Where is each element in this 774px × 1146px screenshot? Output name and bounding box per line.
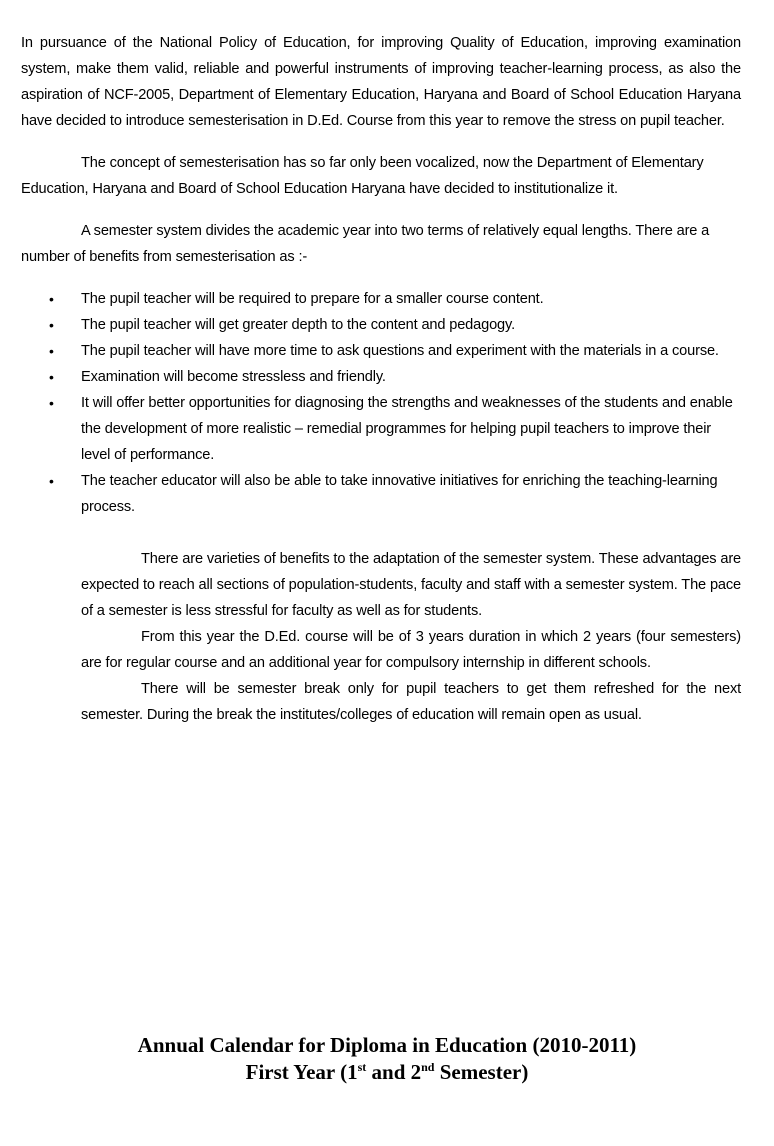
ordinal-suffix: nd — [421, 1060, 435, 1074]
bullet-icon: • — [49, 473, 54, 489]
intro-paragraph: In pursuance of the National Policy of Education, for improving Quality of Education, improving examination system, make them valid, reliable and powerful instruments of improving teacher-learning process, as also the aspiration of NCF-2005, Department of Elementary Education, Haryana and Board of School Education Haryana have decided to introduce semesterisation in D.Ed. Course from this year to remove the stress on pupil teacher. — [21, 35, 741, 129]
heading-text: First Year (1 — [245, 1060, 358, 1084]
benefit-text: Examination will become stressless and friendly. — [81, 369, 386, 385]
semester-details-section — [81, 546, 741, 728]
bullet-icon: • — [49, 369, 54, 385]
benefit-text: The pupil teacher will have more time to ask questions and experiment with the materials in a course. — [81, 343, 719, 359]
heading-line-1: Annual Calendar for Diploma in Education (2010-2011) — [137, 1033, 637, 1057]
list-item — [21, 468, 741, 520]
duration-paragraph: From this year the D.Ed. course will be of 3 years duration in which 2 years (four semesters) are for regular course and an additional year for compulsory internship in different schools. — [81, 629, 741, 671]
ordinal-suffix: st — [357, 1060, 367, 1074]
list-item — [21, 364, 741, 390]
document-body — [21, 30, 741, 728]
benefit-text: The pupil teacher will be required to prepare for a smaller course content. — [81, 291, 544, 307]
semester-break-paragraph: There will be semester break only for pupil teachers to get them refreshed for the next semester. During the break the institutes/colleges of education will remain open as usual. — [81, 681, 741, 723]
list-item — [21, 312, 741, 338]
benefit-text: The teacher educator will also be able to take innovative initiatives for enriching the teaching-learning process. — [81, 473, 718, 515]
heading-text: Semester) — [434, 1060, 529, 1084]
benefit-text: It will offer better opportunities for diagnosing the strengths and weaknesses of the students and enable the development of more realistic – remedial programmes for helping pupil teachers to improve their level of performance. — [81, 395, 733, 463]
bullet-icon: • — [49, 395, 54, 411]
concept-paragraph: The concept of semesterisation has so far only been vocalized, now the Department of Elementary Education, Haryana and Board of School Education Haryana have decided to institutionalize it. — [21, 155, 704, 197]
heading-line-2 — [0, 1059, 774, 1086]
bullet-icon: • — [49, 291, 54, 307]
list-item — [21, 286, 741, 312]
bullet-icon: • — [49, 343, 54, 359]
varieties-paragraph: There are varieties of benefits to the adaptation of the semester system. These advantages are expected to reach all sections of population-students, faculty and staff with a semester system. The pace of a semester is less stressful for faculty as well as for students. — [81, 551, 741, 619]
heading-text: and 2 — [366, 1060, 422, 1084]
benefits-list — [21, 286, 741, 520]
list-item — [21, 390, 741, 468]
list-item — [21, 338, 741, 364]
semester-system-paragraph: A semester system divides the academic year into two terms of relatively equal lengths. There are a number of benefits from semesterisation as :- — [21, 223, 710, 265]
annual-calendar-heading — [0, 1032, 774, 1086]
bullet-icon: • — [49, 317, 54, 333]
benefit-text: The pupil teacher will get greater depth to the content and pedagogy. — [81, 317, 515, 333]
